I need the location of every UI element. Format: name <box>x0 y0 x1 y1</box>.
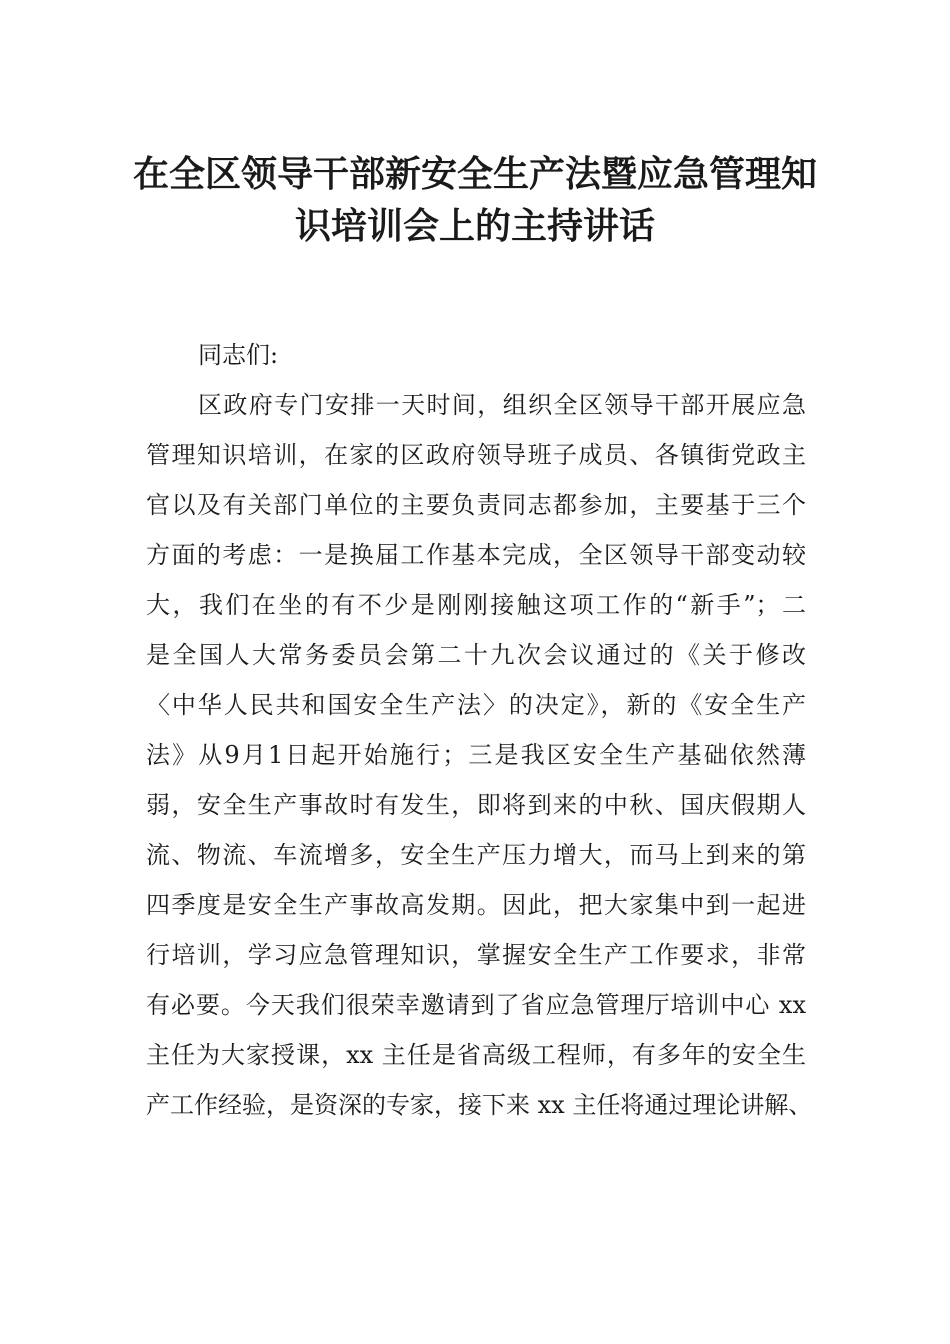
paragraph-line: 管理知识培训，在家的区政府领导班子成员、各镇街党政主 <box>146 441 806 469</box>
paragraph-line: 产工作经验，是资深的专家，接下来 xx 主任将通过理论讲解、 <box>146 1091 813 1119</box>
paragraph-line: 主任为大家授课，xx 主任是省高级工程师，有多年的安全生 <box>146 1041 806 1069</box>
paragraph-line: 弱，安全生产事故时有发生，即将到来的中秋、国庆假期人 <box>146 791 806 819</box>
paragraph-line: 官以及有关部门单位的主要负责同志都参加，主要基于三个 <box>146 491 806 519</box>
paragraph-line: 〈中华人民共和国安全生产法〉的决定》，新的《安全生产 <box>146 691 806 719</box>
paragraph-line: 有必要。今天我们很荣幸邀请到了省应急管理厅培训中心 xx <box>146 991 806 1019</box>
title-line: 在全区领导干部新安全生产法暨应急管理知 <box>132 153 817 195</box>
paragraph-line: 法》从9月1日起开始施行；三是我区安全生产基础依然薄 <box>146 741 806 769</box>
paragraph-line: 大，我们在坐的有不少是刚刚接触这项工作的“新手”；二 <box>146 591 806 619</box>
paragraph-line: 方面的考虑：一是换届工作基本完成，全区领导干部变动较 <box>146 541 806 569</box>
paragraph-line: 行培训，学习应急管理知识，掌握安全生产工作要求，非常 <box>146 941 806 969</box>
paragraph-line: 区政府专门安排一天时间，组织全区领导干部开展应急 <box>198 391 806 419</box>
salutation: 同志们: <box>198 341 279 369</box>
paragraph-line: 四季度是安全生产事故高发期。因此，把大家集中到一起进 <box>146 891 806 919</box>
paragraph-line: 流、物流、车流增多，安全生产压力增大，而马上到来的第 <box>146 841 806 869</box>
paragraph-line: 是全国人大常务委员会第二十九次会议通过的《关于修改 <box>146 641 806 669</box>
document-body <box>146 330 813 1130</box>
document-title <box>130 148 820 252</box>
title-line: 识培训会上的主持讲话 <box>294 205 655 247</box>
